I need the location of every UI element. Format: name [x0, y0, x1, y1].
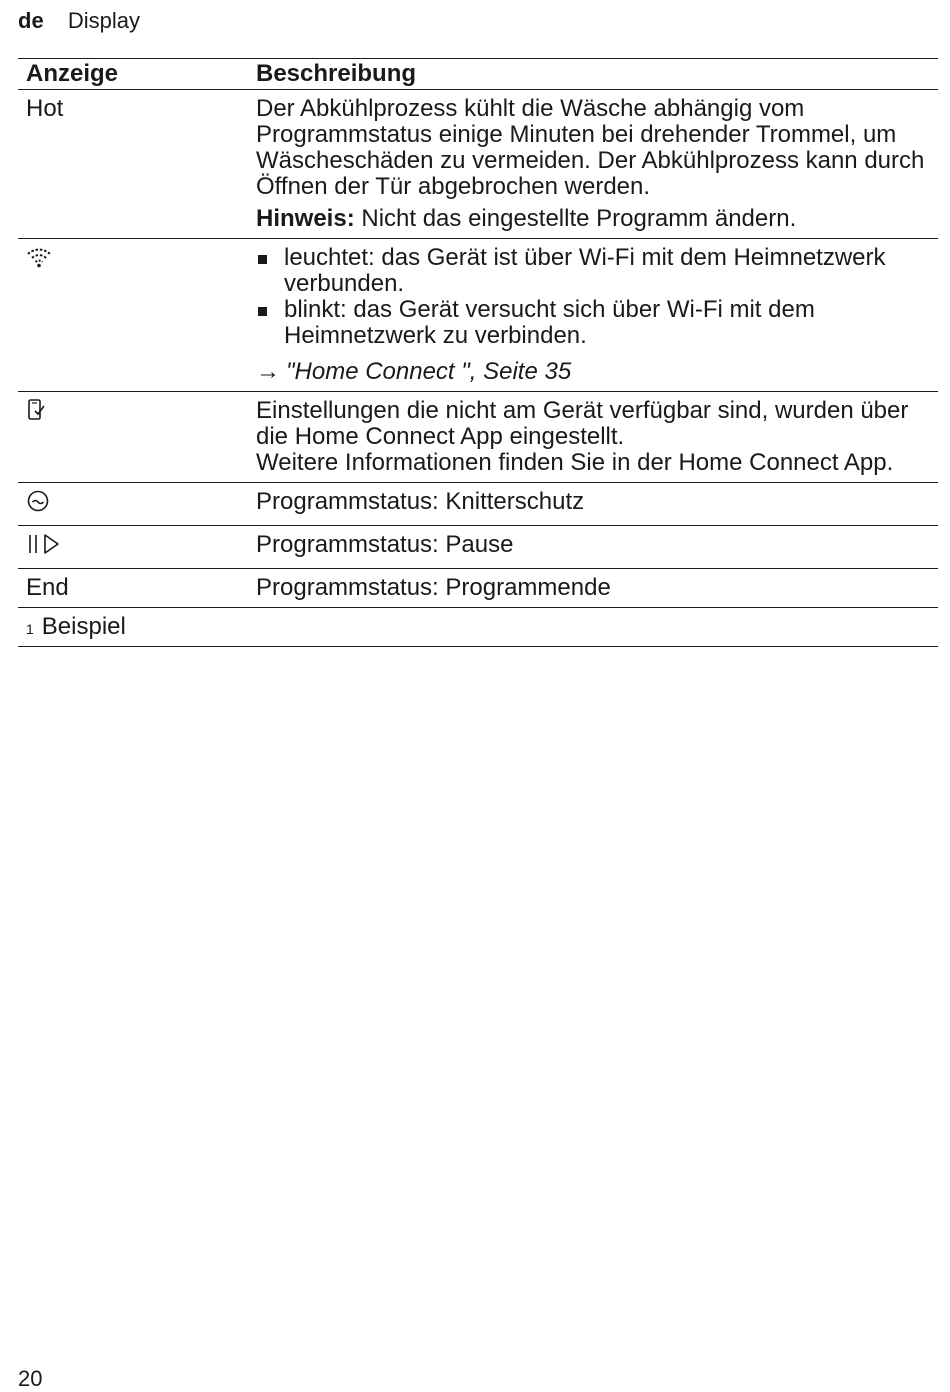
wifi-status-list [256, 245, 932, 349]
description-crease: Programmstatus: Knitterschutz [256, 488, 585, 515]
table-row-hot [18, 90, 938, 239]
footnote-mark: 1 [26, 621, 34, 637]
pause-play-icon [26, 532, 62, 562]
table-row-crease [18, 483, 938, 526]
display-symbol-pause [18, 526, 248, 568]
note-text: Nicht das eingestellte Programm ändern. [354, 205, 797, 232]
column-header-anzeige: Anzeige [26, 60, 119, 87]
description-hot [248, 90, 938, 238]
cross-reference-link[interactable] [256, 359, 932, 385]
footnote [18, 608, 938, 646]
table-row-end [18, 569, 938, 608]
arrow-right-icon: → [256, 358, 280, 385]
section-title: Display [67, 8, 140, 33]
display-label-end: End [26, 574, 69, 601]
anti-crease-icon [26, 489, 50, 519]
wifi-icon [26, 245, 52, 275]
page-header [18, 8, 140, 34]
hot-description-text: Der Abkühlprozess kühlt die Wäsche abhängig vom Programmstatus einige Minuten bei drehender Trommel, um Wäscheschäden zu vermeiden. Der Abkühlprozess kann durch Öffnen der Tür abgebrochen werden. [256, 95, 925, 200]
remote-description-text: Einstellungen die nicht am Gerät verfügbar sind, wurden über die Home Connect App eingestellt. [256, 397, 909, 450]
hot-note [256, 206, 932, 232]
table-footnote-row [18, 608, 938, 647]
table-row-wifi [18, 239, 938, 392]
footnote-text: Beispiel [41, 613, 126, 640]
language-code: de [18, 8, 44, 33]
list-item: leuchtet: das Gerät ist über Wi-Fi mit dem Heimnetzwerk verbunden. [256, 245, 932, 297]
column-header-beschreibung: Beschreibung [256, 60, 417, 87]
table-row-remote [18, 392, 938, 483]
reference-text: "Home Connect ", Seite 35 [286, 358, 572, 385]
display-symbol-crease [18, 483, 248, 525]
display-table [18, 58, 938, 647]
display-label-hot: Hot [26, 95, 64, 122]
display-symbol-remote [18, 392, 248, 482]
table-header-row [18, 59, 938, 90]
description-end: Programmstatus: Programmende [256, 574, 611, 601]
remote-info-text: Weitere Informationen finden Sie in der Home Connect App. [256, 449, 894, 476]
page-number: 20 [18, 1366, 43, 1391]
display-symbol-wifi [18, 239, 248, 391]
description-pause: Programmstatus: Pause [256, 531, 514, 558]
description-remote [248, 392, 938, 482]
note-label: Hinweis: [256, 205, 355, 232]
list-item: blinkt: das Gerät versucht sich über Wi-Fi mit dem Heimnetzwerk zu verbinden. [256, 297, 932, 349]
remote-settings-icon [26, 398, 46, 428]
description-wifi [248, 239, 938, 391]
table-row-pause [18, 526, 938, 569]
